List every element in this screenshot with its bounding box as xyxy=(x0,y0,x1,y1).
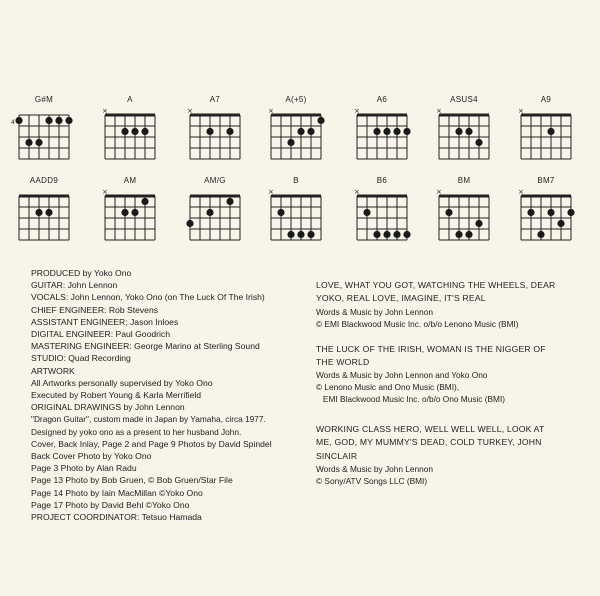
songwriter-credit: Words & Music by John Lennon xyxy=(316,464,433,475)
credit-line: Page 13 Photo by Bob Gruen, © Bob Gruen/Star File xyxy=(31,475,233,486)
chord-name: BM7 xyxy=(537,176,555,185)
chord-fretboard xyxy=(97,188,163,248)
chord-fretboard xyxy=(182,107,248,167)
credit-line: VOCALS: John Lennon, Yoko Ono (on The Luck Of The Irish) xyxy=(31,292,265,303)
song-title-line: THE WORLD xyxy=(316,356,370,367)
chord-name: A(+5) xyxy=(285,95,307,104)
credit-line: PROJECT COORDINATOR: Tetsuo Hamada xyxy=(31,512,202,523)
finger-dot xyxy=(307,231,314,238)
finger-dot xyxy=(537,231,544,238)
chord-fretboard xyxy=(182,188,248,248)
credit-line: Page 14 Photo by Iain MacMillan ©Yoko Ono xyxy=(31,487,203,498)
chord-diagram xyxy=(349,95,419,175)
chord-fretboard xyxy=(513,107,579,167)
chord-diagram xyxy=(11,176,81,256)
finger-dot xyxy=(206,128,213,135)
chord-name: A6 xyxy=(376,95,388,104)
finger-dot xyxy=(226,198,233,205)
finger-dot xyxy=(45,117,52,124)
credit-line: Back Cover Photo by Yoko Ono xyxy=(31,451,152,462)
chord-fretboard xyxy=(97,107,163,167)
finger-dot xyxy=(141,198,148,205)
chord-name: AM/G xyxy=(204,176,226,185)
song-copyrights xyxy=(316,279,588,500)
chord-diagram xyxy=(513,176,583,256)
chord-fretboard xyxy=(431,107,497,167)
credit-line: MASTERING ENGINEER: George Marino at Sterling Sound xyxy=(31,341,260,352)
finger-dot xyxy=(287,139,294,146)
finger-dot xyxy=(383,231,390,238)
song-block xyxy=(316,423,588,487)
song-title-line: THE LUCK OF THE IRISH, WOMAN IS THE NIGGER OF xyxy=(316,343,546,354)
chord-name: A xyxy=(127,95,133,104)
chord-fretboard xyxy=(513,188,579,248)
finger-dot xyxy=(393,128,400,135)
chord-diagram xyxy=(97,95,167,175)
finger-dot xyxy=(373,128,380,135)
songwriter-credit: Words & Music by John Lennon and Yoko Ono xyxy=(316,370,488,381)
chord-diagrams xyxy=(0,0,600,250)
chord-fretboard xyxy=(11,188,77,248)
finger-dot xyxy=(287,231,294,238)
finger-dot xyxy=(403,231,410,238)
credit-line: All Artworks personally supervised by Yoko Ono xyxy=(31,377,213,388)
chord-diagram xyxy=(182,176,252,256)
finger-dot xyxy=(206,209,213,216)
chord-name: B xyxy=(293,176,299,185)
finger-dot xyxy=(35,139,42,146)
muted-string-x-icon: × xyxy=(518,188,524,196)
chord-name: BM xyxy=(457,176,471,185)
chord-fretboard xyxy=(431,188,497,248)
finger-dot xyxy=(307,128,314,135)
chord-name: ASUS4 xyxy=(450,95,478,104)
finger-dot xyxy=(277,209,284,216)
credit-line: ORIGINAL DRAWINGS by John Lennon xyxy=(31,402,185,413)
chord-fretboard xyxy=(349,188,415,248)
credit-line: ASSISTANT ENGINEER: Jason Inloes xyxy=(31,316,179,327)
muted-string-x-icon: × xyxy=(268,188,274,196)
finger-dot xyxy=(45,209,52,216)
credit-line: Designed by yoko ono as a present to her husband John. xyxy=(31,426,242,437)
credit-line: ARTWORK xyxy=(31,365,75,376)
finger-dot xyxy=(393,231,400,238)
finger-dot xyxy=(383,128,390,135)
muted-string-x-icon: × xyxy=(187,107,193,115)
muted-string-x-icon: × xyxy=(268,107,274,115)
chord-name: A9 xyxy=(540,95,552,104)
finger-dot xyxy=(226,128,233,135)
finger-dot xyxy=(121,128,128,135)
songwriter-credit: Words & Music by John Lennon xyxy=(316,306,433,317)
finger-dot xyxy=(403,128,410,135)
credit-line: Cover, Back Inlay, Page 2 and Page 9 Photos by David Spindel xyxy=(31,438,272,449)
chord-fretboard xyxy=(11,107,77,167)
credit-line: STUDIO: Quad Recording xyxy=(31,353,131,364)
credit-line: PRODUCED by Yoko Ono xyxy=(31,268,132,278)
copyright-line: EMI Blackwood Music Inc. o/b/o Ono Music (BMI) xyxy=(316,394,506,405)
muted-string-x-icon: × xyxy=(354,107,360,115)
muted-string-x-icon: × xyxy=(518,107,524,115)
finger-dot xyxy=(475,220,482,227)
finger-dot xyxy=(131,128,138,135)
chord-diagram xyxy=(11,95,81,175)
credit-line: Executed by Robert Young & Karla Merrifield xyxy=(31,390,202,401)
copyright-line: © Sony/ATV Songs LLC (BMI) xyxy=(316,476,428,487)
finger-dot xyxy=(297,231,304,238)
credit-line: Page 3 Photo by Alan Radu xyxy=(31,463,137,474)
muted-string-x-icon: × xyxy=(436,188,442,196)
chord-name: G#M xyxy=(34,95,54,104)
finger-dot xyxy=(445,209,452,216)
finger-dot xyxy=(25,139,32,146)
chord-diagram xyxy=(182,95,252,175)
chord-diagram xyxy=(431,95,501,175)
song-title-line: SINCLAIR xyxy=(316,450,358,461)
chord-diagram xyxy=(97,176,167,256)
finger-dot xyxy=(186,220,193,227)
finger-dot xyxy=(15,117,22,124)
credit-line: DIGITAL ENGINEER: Paul Goodrich xyxy=(31,329,170,340)
finger-dot xyxy=(547,209,554,216)
chord-name: B6 xyxy=(376,176,388,185)
finger-dot xyxy=(363,209,370,216)
finger-dot xyxy=(547,128,554,135)
finger-dot xyxy=(455,231,462,238)
song-title-line: ME, GOD, MY MUMMY'S DEAD, COLD TURKEY, JOHN xyxy=(316,437,542,448)
chord-diagram xyxy=(349,176,419,256)
finger-dot xyxy=(455,128,462,135)
song-title-line: YOKO, REAL LOVE, IMAGINE, IT'S REAL xyxy=(316,293,486,304)
finger-dot xyxy=(297,128,304,135)
finger-dot xyxy=(65,117,72,124)
credit-line: "Dragon Guitar", custom made in Japan by Yamaha, circa 1977. xyxy=(31,414,266,425)
finger-dot xyxy=(141,128,148,135)
finger-dot xyxy=(465,231,472,238)
chord-fretboard xyxy=(263,188,329,248)
finger-dot xyxy=(557,220,564,227)
finger-dot xyxy=(317,117,324,124)
finger-dot xyxy=(55,117,62,124)
song-title-line: WORKING CLASS HERO, WELL WELL WELL, LOOK AT xyxy=(316,424,545,435)
song-title-line: LOVE, WHAT YOU GOT, WATCHING THE WHEELS, DEAR xyxy=(316,280,556,290)
finger-dot xyxy=(35,209,42,216)
chord-diagram xyxy=(431,176,501,256)
copyright-line: © EMI Blackwood Music Inc. o/b/o Lenono Music (BMI) xyxy=(316,318,519,329)
chord-diagram xyxy=(263,95,333,175)
chord-diagram xyxy=(513,95,583,175)
muted-string-x-icon: × xyxy=(436,107,442,115)
finger-dot xyxy=(527,209,534,216)
chord-name: AM xyxy=(123,176,137,185)
chord-name: A7 xyxy=(209,95,221,104)
copyright-line: © Lenono Music and Ono Music (BMI), xyxy=(316,382,460,393)
finger-dot xyxy=(373,231,380,238)
chord-fretboard xyxy=(349,107,415,167)
fret-position-label: 4 xyxy=(11,118,15,126)
song-block xyxy=(316,279,588,330)
chord-diagram xyxy=(263,176,333,256)
chord-fretboard xyxy=(263,107,329,167)
muted-string-x-icon: × xyxy=(102,188,108,196)
finger-dot xyxy=(121,209,128,216)
production-credits xyxy=(31,267,301,523)
muted-string-x-icon: × xyxy=(102,107,108,115)
finger-dot xyxy=(475,139,482,146)
credit-line: CHIEF ENGINEER: Rob Stevens xyxy=(31,304,159,315)
chord-name: AADD9 xyxy=(29,176,59,185)
credit-line: Page 17 Photo by David Behl ©Yoko Ono xyxy=(31,499,190,510)
finger-dot xyxy=(131,209,138,216)
finger-dot xyxy=(465,128,472,135)
song-block xyxy=(316,343,588,406)
finger-dot xyxy=(567,209,574,216)
credit-line: GUITAR: John Lennon xyxy=(31,280,118,291)
muted-string-x-icon: × xyxy=(354,188,360,196)
